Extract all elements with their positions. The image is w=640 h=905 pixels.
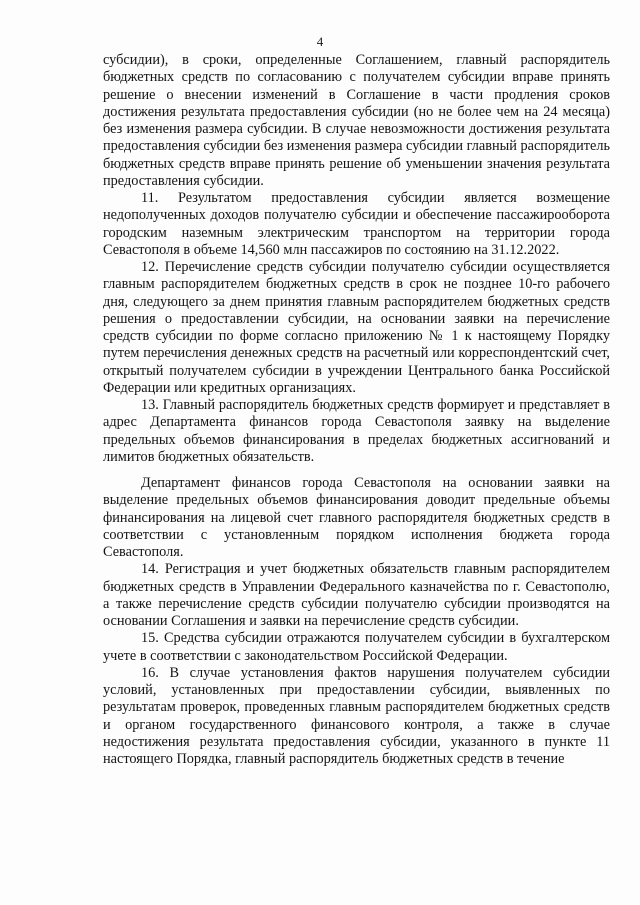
paragraph-13: 13. Главный распорядитель бюджетных средств формирует и представляет в адрес Департамента финансов города Севастополя заявку на выделение предельных объемов финансирования в пределах бюджетных ассигнований и лимитов бюджетных обязательств.	[103, 397, 610, 465]
paragraph-13-department: Департамент финансов города Севастополя на основании заявки на выделение предельных объемов финансирования доводит предельные объемы финансирования на лицевой счет главного распорядителя бюджетных средств в соответствии с установленным порядком исполнения бюджета города Севастополя.	[103, 475, 610, 560]
paragraph-15: 15. Средства субсидии отражаются получателем субсидии в бухгалтерском учете в соответствии с законодательством Российской Федерации.	[103, 630, 610, 664]
paragraph-continuation: субсидии), в сроки, определенные Соглашением, главный распорядитель бюджетных средств по согласованию с получателем субсидии вправе принять решение о внесении изменений в Соглашение в части продления сроков достижения результата предоставления субсидии (но не более чем на 24 месяца) без изменения размера субсидии. В случае невозможности достижения результата предоставления субсидии без изменения размера субсидии главный распорядитель бюджетных средств вправе принять решение об уменьшении значения результата предоставления субсидии.	[103, 52, 610, 189]
page-number: 4	[316, 34, 324, 49]
paragraph-14: 14. Регистрация и учет бюджетных обязательств главным распорядителем бюджетных средств в Управлении Федерального казначейства по г. Севастополю, а также перечисление средств субсидии получателю субсидии производятся на основании Соглашения и заявки на перечисление средств субсидии.	[103, 561, 610, 629]
document-body	[103, 52, 610, 768]
paragraph-11: 11. Результатом предоставления субсидии является возмещение недополученных доходов получателю субсидии и обеспечение пассажирооборота городским наземным электрическим транспортом на территории города Севастополя в объеме 14,560 млн пассажиров по состоянию на 31.12.2022.	[103, 190, 610, 258]
paragraph-12: 12. Перечисление средств субсидии получателю субсидии осуществляется главным распорядителем бюджетных средств в срок не позднее 10-го рабочего дня, следующего за днем принятия главным распорядителем бюджетных средств решения о предоставлении субсидии, на основании заявки на перечисление средств субсидии по форме согласно приложению № 1 к настоящему Порядку путем перечисления денежных средств на расчетный или корреспондентский счет, открытый получателем субсидии в учреждении Центрального банка Российской Федерации или кредитных организациях.	[103, 259, 610, 396]
paragraph-16: 16. В случае установления фактов нарушения получателем субсидии условий, установленных при предоставлении субсидии, выявленных по результатам проверок, проведенных главным распорядителем бюджетных средств и органом государственного финансового контроля, а также в случае недостижения результата предоставления субсидии, указанного в пункте 11 настоящего Порядка, главный распорядитель бюджетных средств в течение	[103, 664, 610, 767]
